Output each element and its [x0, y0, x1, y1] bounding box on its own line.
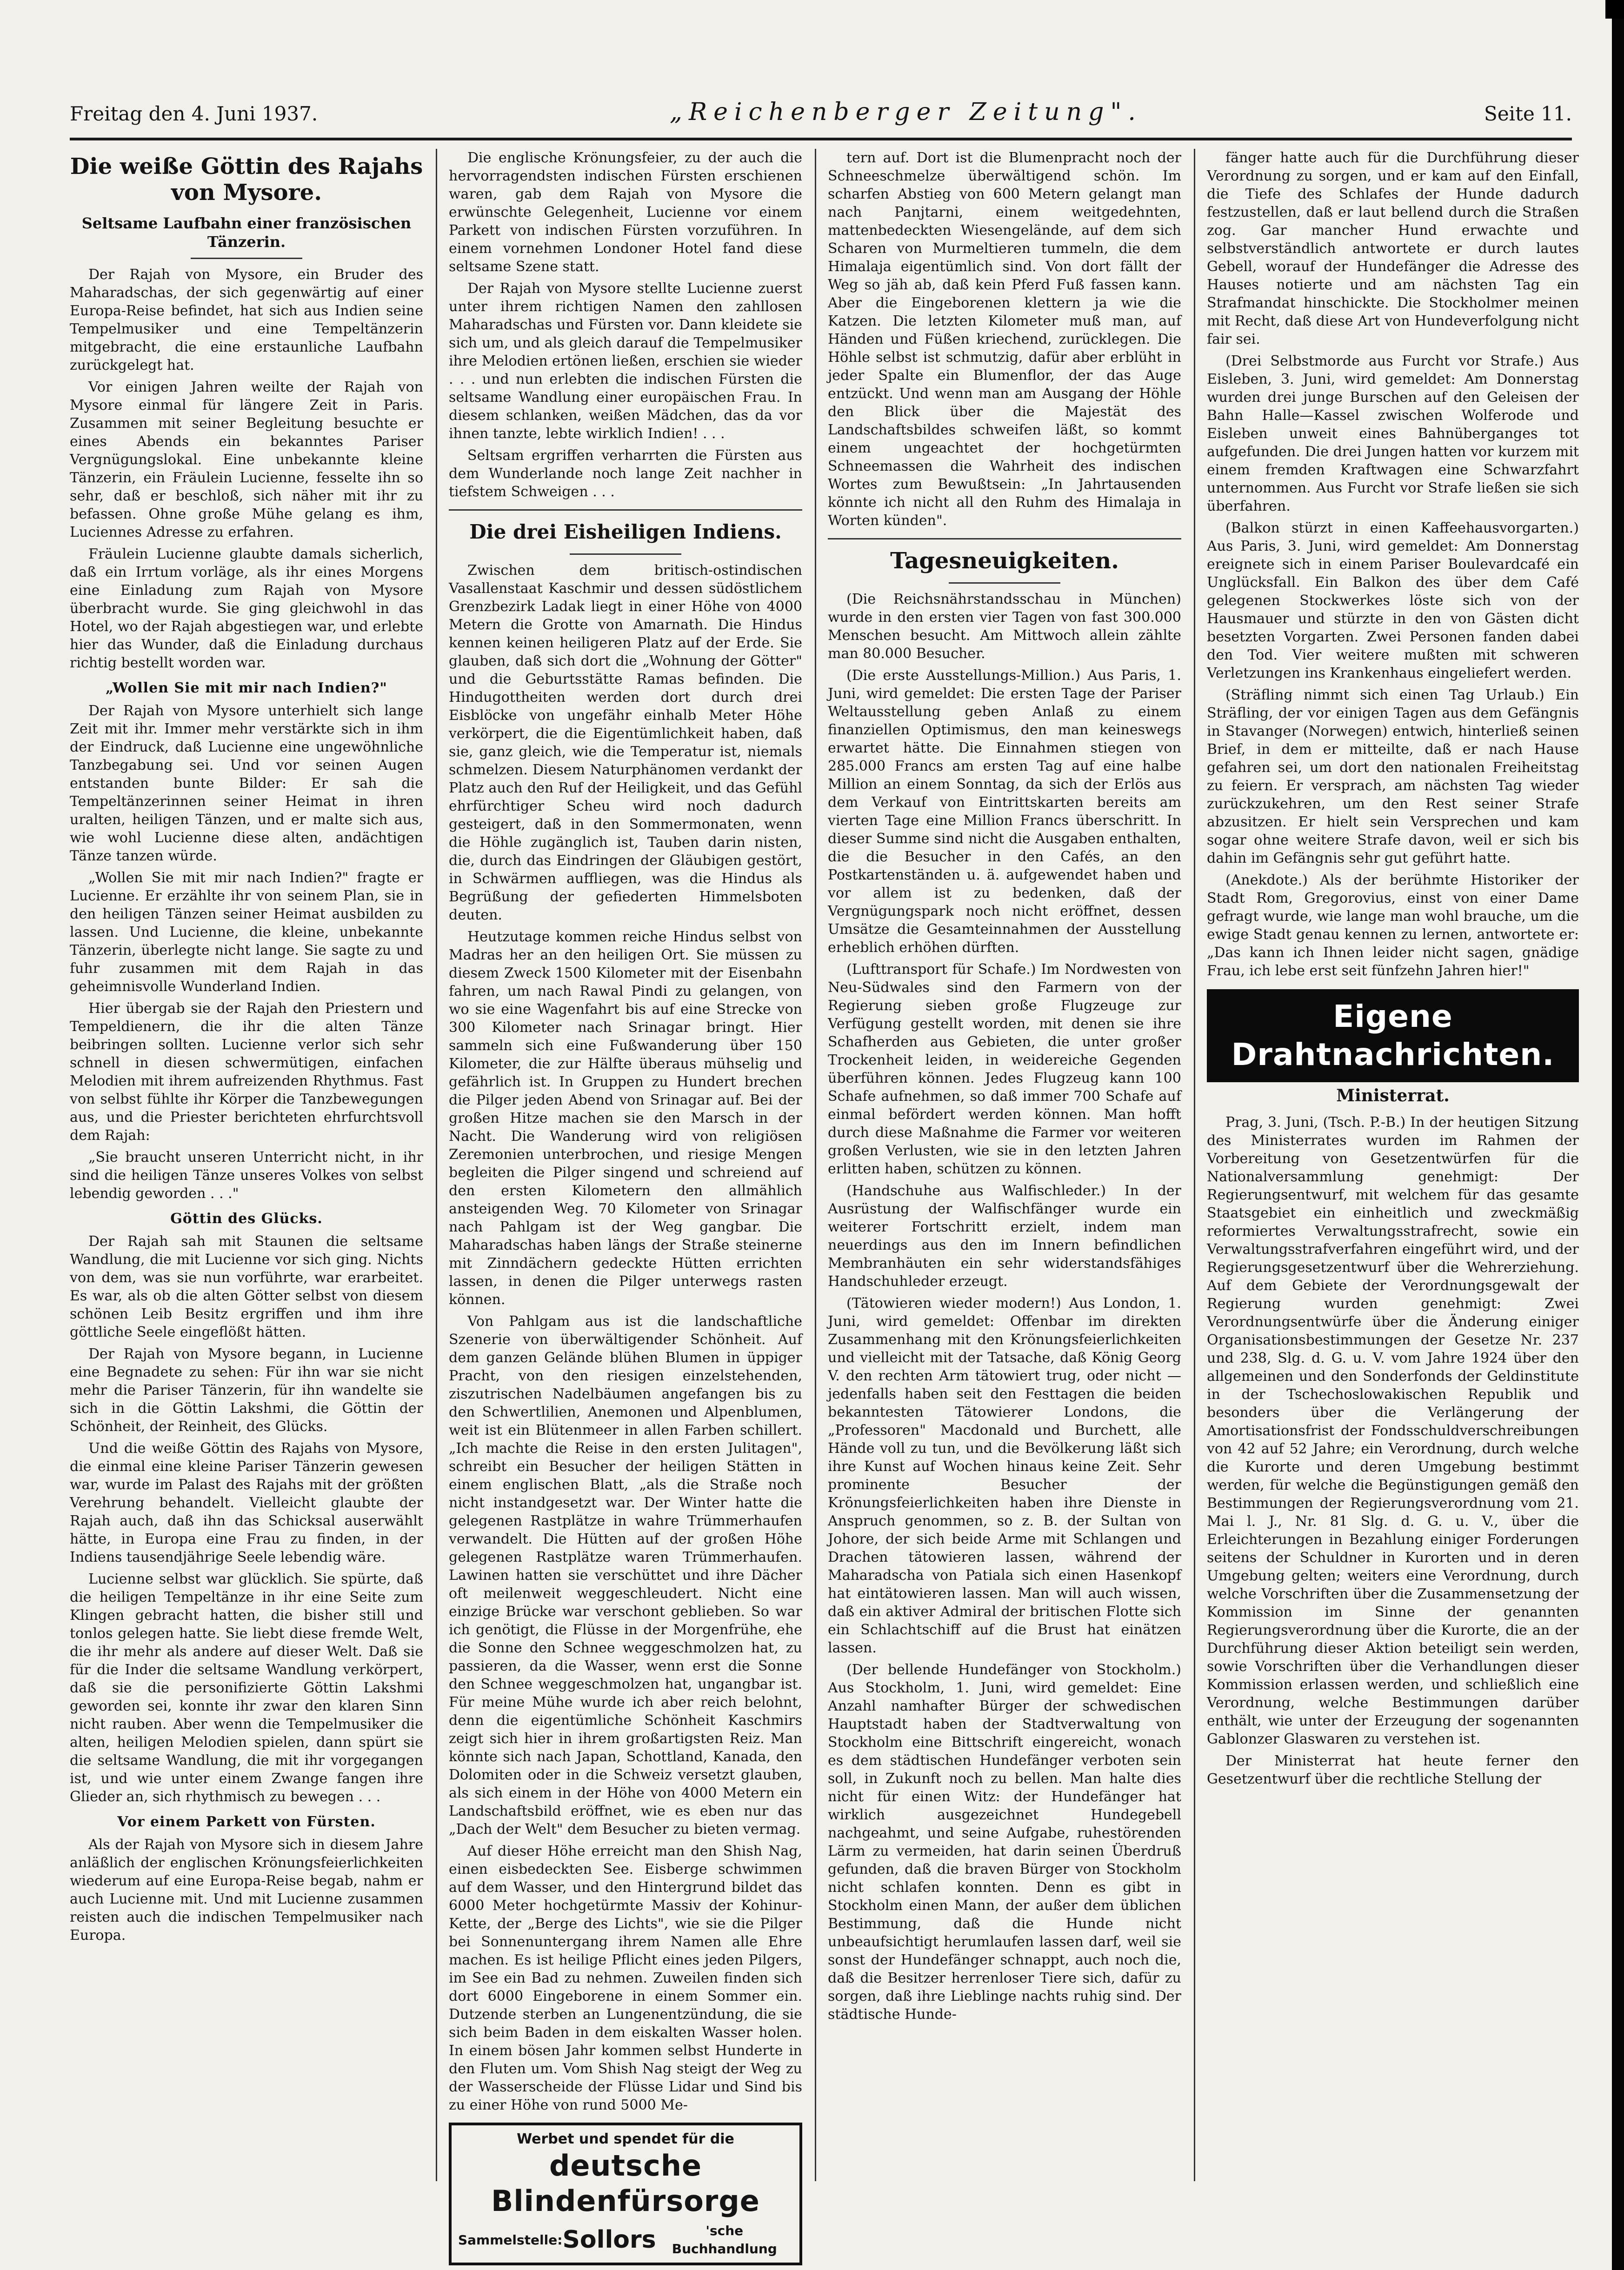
article-title: Die weiße Göttin des Rajahs von Mysore. [70, 153, 423, 206]
paragraph: Der Rajah sah mit Staunen die seltsame Wandlung, die mit Lucienne vor sich ging. Nichts von dem, was sie nun vorführte, war erarbeitet. Es war, als ob die alten Götter selbst von diesem schönen Leib Besitz ergriffen und ihm ihre göttliche Seele eingeflößt hätten. [70, 1233, 423, 1340]
news-item: (Anekdote.) Als der berühmte Historiker der Stadt Rom, Gregorovius, einst von einer Dame gefragt wurde, wie lange man wohl brauche, um die ewige Stadt genau kennen zu lernen, antwortete er: „Das kann ich Ihnen leider nicht sagen, gnädige Frau, ich lebe erst seit fünfzehn Jahren hier!" [1207, 872, 1579, 979]
news-item: Prag, 3. Juni, (Tsch. P.-B.) In der heutigen Sitzung des Ministerrates wurden im Rahmen der Vorbereitung von Gesetzentwürfen für die Nationalversammlung genehmigt: Der Regierungsentwurf, mit welchem für das gesamte Staatsgebiet ein einheitlich und zweckmäßig reformiertes Verwaltungsstrafrecht, sowie ein Verwaltungsstrafverfahren eingeführt wird, und der Regierungsgesetzentwurf über die Wehrerziehung. Auf dem Gebiete der Verordnungsgewalt der Regierung wurden genehmigt: Zwei Verordnungsentwürfe über die Änderung einiger Organisationsbestimmungen der Gesetze Nr. 237 und 238, Slg. d. G. u. V. vom Jahre 1924 über den allgemeinen und den Sonderfonds der Geldinstitute in der Tschechoslowakischen Republik und besonders über die Verlängerung der Amortisationsfrist der Fondsschuldverschreibungen von 42 auf 52 Jahre; ein Verordnung, durch welche die Kurorte und deren Umgebung bestimmt werden, für welche die Begünstigungen gemäß den Bestimmungen der Regierungsverordnung vom 21. Mai l. J., Nr. 81 Slg. d. G. u. V., über die Erleichterungen in Bezahlung einiger Forderungen seitens der Schuldner in Kurorten und in deren Umgebung gelten; weiters eine Verordnung, durch welche Vorschriften über die Zusammensetzung der Kommission im Sinne der genannten Regierungsverordnung über die Kurorte, die an der Durchführung dieser Aktion beteiligt sein werden, sowie Vorschriften über die Verhandlungen dieser Kommission erlassen werden, und schließlich eine Verordnung, welche Bestimmungen darüber enthält, wie unter der Erzeugung der sogenannten Gablonzer Glaswaren zu verstehen ist. [1207, 1114, 1579, 1747]
corner-mark [1605, 0, 1624, 19]
paragraph: Der Rajah von Mysore stellte Lucienne zuerst unter ihrem richtigen Namen den zahllosen Maharadschas und Fürsten vor. Dann kleidete sie sich um, und als gleich darauf die Tempelmusiker ihre Melodien ertönen ließen, erschien sie wieder . . . und nun erlebten die indischen Fürsten die seltsame Wandlung einer europäischen Frau. In diesem schlanken, weißen Mädchen, das da vor ihnen tanzte, lebte wirklich Indien! . . . [449, 280, 802, 442]
news-item: (Der bellende Hundefänger von Stockholm.) Aus Stockholm, 1. Juni, wird gemeldet: Eine Anzahl namhafter Bürger der schwedischen Hauptstadt haben der Stadtverwaltung von Stockholm eine Bittschrift eingereicht, wonach es dem städtischen Hundefänger verboten sein soll, in Zukunft noch zu bellen. Man halte dies nicht für einen Witz: der Hundefänger hat wirklich ausgezeichnet Hundegebell nachgeahmt, und seine Aufgabe, ruhestörenden Lärm zu vermeiden, hat darin seinen Überdruß gefunden, daß die braven Bürger von Stockholm nicht schlafen konnten. Denn es gibt in Stockholm einen Mann, der außer dem üblichen Bestimmung, daß die Hunde nicht unbeaufsichtigt herumlaufen lassen darf, weil sie sonst der Hundefänger schnappt, auch noch die, daß die Besitzer herrenloser Tiere sich, dafür zu sorgen, daß ihre Lieblinge nachts ruhig sind. Der städtische Hunde- [828, 1662, 1181, 2023]
column-rule [436, 149, 437, 2181]
paragraph: Als der Rajah von Mysore sich in diesem Jahre anläßlich der englischen Krönungsfeierlichkeiten wiederum auf eine Europa-Reise begab, nahm er auch Lucienne mit. Und mit Lucienne zusammen reisten auch die indischen Tempelmusiker nach Europa. [70, 1837, 423, 1944]
ad-footer [458, 2222, 793, 2258]
column-1 [70, 149, 423, 2181]
header-rule [70, 138, 1572, 140]
column-2 [449, 149, 802, 2257]
news-item: fänger hatte auch für die Durchführung dieser Verordnung zu sorgen, und er kam auf den Einfall, die Tiefe des Schlafes der Hunde dadurch festzustellen, daß er laut bellend durch die Straßen zog. Gar mancher Hund erwachte und selbstverständlich antwortete er durch lautes Gebell, worauf der Hundefänger die Adresse des Hauses notierte und am nächsten Tag ein Strafmandat hinschickte. Die Stockholmer meinen mit Recht, daß diese Art von Hundeverfolgung nicht fair sei. [1207, 150, 1579, 347]
page-number: Seite 11. [1484, 102, 1572, 125]
page-header [70, 79, 1572, 135]
paragraph: „Sie braucht unseren Unterricht nicht, in ihr sind die heiligen Tänze unseres Volkes von selbst lebendig geworden . . ." [70, 1149, 423, 1202]
paragraph: Vor einigen Jahren weilte der Rajah von Mysore einmal für längere Zeit in Paris. Zusammen mit seiner Begleitung besuchte er eines Abends ein bekanntes Pariser Vergnügungslokal. Eine unbekannte kleine Tänzerin, ein Fräulein Lucienne, fesselte ihn so sehr, daß er beschloß, sich näher mit ihr zu befassen. Ohne große Mühe gelang es ihm, Luciennes Adresse zu erfahren. [70, 379, 423, 540]
paragraph: Zwischen dem britisch-ostindischen Vasallenstaat Kaschmir und dessen südöstlichem Grenzbezirk Ladak liegt in einer Höhe von 4000 Metern die Grotte von Amarnath. Die Hindus kennen keinen heiligeren Platz auf der Erde. Sie glauben, daß sich dort die „Wohnung der Götter" und die Geburtsstätte Ramas befinden. Die Hindugottheiten werden dort durch drei Eisblöcke von ungefähr einhalb Meter Höhe verkörpert, die die Eigentümlichkeit haben, daß sie, ganz gleich, wie die Temperatur ist, niemals schmelzen. Diesem Naturphänomen verdankt der Platz auch den Ruf der Heiligkeit, und das Gefühl ehrfürchtiger Scheu wird noch dadurch gesteigert, daß in den Sommermonaten, wenn die Höhle zugänglich ist, Tauben darin nisten, die, durch das Eindringen der Gläubigen gestört, in Schwärmen auffliegen, was die Hindus als Begrüßung der gefiederten Himmelsboten deuten. [449, 562, 802, 923]
paragraph: Die englische Krönungsfeier, zu der auch die hervorragendsten indischen Fürsten erschienen waren, gab dem Rajah von Mysore die erwünschte Gelegenheit, Lucienne vor einem Parkett von indischen Fürsten vorzuführen. In einem vornehmen Londoner Hotel fand diese seltsame Szene statt. [449, 150, 802, 275]
section-title: Tagesneuigkeiten. [890, 548, 1119, 574]
divider [191, 258, 302, 259]
paragraph: Von Pahlgam aus ist die landschaftliche Szenerie von überwältigender Schönheit. Auf dem ganzen Gelände blühen Blumen in üppiger Pracht, von den riesigen einzelstehenden, ziszutrischen Nadelbäumen angefangen bis zu den Schwertlilien, Anemonen und Alpenblumen, weit ist ein Blütenmeer in allen Farben schillert. „Ich machte die Reise in den ersten Julitagen", schreibt ein Besucher der heiligen Stätten in einem englischen Blatt, „als die Straße noch nicht instandgesetzt war. Der Winter hatte die gelegenen Rastplätze in wahre Trümmerhaufen verwandelt. Die Hütten auf der großen Höhe gelegenen Rastplätze waren Trümmerhaufen. Lawinen hatten sie verschüttet und ihre Dächer oft meilenweit weggeschleudert. Nicht eine einzige Brücke war verschont geblieben. So war ich genötigt, die Flüsse in der Morgenfrühe, ehe die Sonne den Schnee weggeschmolzen hat, zu passieren, da die Wasser, wenn erst die Sonne den Schnee weggeschmolzen hat, ungangbar ist. Für meine Mühe wurde ich aber reich belohnt, denn die eigentümliche Schönheit Kaschmirs zeigt sich hier in ihrem großartigsten Reiz. Man könnte sich nach Japan, Schottland, Kanada, den Dolomiten oder in die Schweiz versetzt glauben, als sich einem in der Höhe von 4000 Metern ein Landschaftsbild eröffnet, wie es eben nur das „Dach der Welt" dem Besucher zu bieten vermag. [449, 1313, 802, 1837]
section-heading: Vor einem Parkett von Fürsten. [117, 1814, 376, 1830]
news-item: (Balkon stürzt in einen Kaffeehausvorgarten.) Aus Paris, 3. Juni, wird gemeldet: Am Donnerstag ereignete sich in einem Pariser Boulevardcafé ein Unglücksfall. Ein Balkon des über dem Café gelegenen Stockwerkes löste sich von der Hausmauer und stürzte in den von Gästen dicht besetzten Vorgarten. Zwei Personen fanden dabei den Tod. Vier weitere mußten mit schweren Verletzungen ins Krankenhaus eingeliefert werden. [1207, 520, 1579, 681]
paragraph: „Wollen Sie mit mir nach Indien?" fragte er Lucienne. Er erzählte ihr von seinem Plan, sie in den heiligen Tänzen seiner Heimat ausbilden zu lassen. Und Lucienne, die kleine, unbekannte Tänzerin, überlegte nicht lange. Sie sagte zu und fuhr zusammen mit dem Rajah in das geheimnisvolle Wunderland Indien. [70, 870, 423, 995]
news-item: Der Ministerrat hat heute ferner den Gesetzentwurf über die rechtliche Stellung der [1207, 1753, 1579, 1787]
news-item: (Die Reichsnährstandsschau in München) wurde in den ersten vier Tagen von fast 300.000 Menschen besucht. Am Mittwoch allein zählte man 80.000 Besucher. [828, 591, 1181, 662]
divider [570, 553, 681, 555]
paragraph: Lucienne selbst war glücklich. Sie spürte, daß die heiligen Tempeltänze in ihr eine Seite zum Klingen gebracht hatten, die bisher still und tonlos gelegen hatte. Sie liebt diese fremde Welt, die ihr mehr als andere auf dieser Welt. Daß sie für die Inder die seltsame Wandlung verkörpert, daß sie die personifizierte Göttin Lakshmi geworden sei, konnte ihr zwar den klaren Sinn nicht rauben. Aber wenn die Tempelmusiker die alten, heiligen Melodien spielen, dann spürt sie die seltsame Wandlung, die mit ihr vorgegangen ist, und wie unter einem Zwange fangen ihre Glieder an, sich rhythmisch zu bewegen . . . [70, 1571, 423, 1805]
paragraph: Seltsam ergriffen verharrten die Fürsten aus dem Wunderlande noch lange Zeit nachher in tiefstem Schweigen . . . [449, 447, 802, 500]
ad-headline: deutsche Blindenfürsorge [491, 2149, 760, 2218]
ad-shop-suffix: 'sche Buchhandlung [672, 2223, 777, 2257]
divider [949, 582, 1060, 584]
paragraph: Der Rajah von Mysore begann, in Lucienne eine Begnadete zu sehen: Für ihn war sie nicht mehr die Pariser Tänzerin, für ihn wandelte sie sich in die Göttin Lakshmi, die Göttin der Schönheit, der Reinheit, des Glücks. [70, 1346, 423, 1435]
section-heading: Göttin des Glücks. [170, 1211, 323, 1227]
news-item: (Lufttransport für Schafe.) Im Nordwesten von Neu-Südwales sind den Farmern von der Regierung sieben große Flugzeuge zur Verfügung gestellt worden, mit denen sie ihre Schafherden aus Gebieten, die unter großer Trockenheit leiden, in weidereiche Gegenden überführen können. Jedes Flugzeug kann 100 Schafe aufnehmen, so daß immer 700 Schafe auf einmal befördert werden können. Man hofft durch diese Maßnahme die Farmer vor weiteren großen Verlusten, wie sie in den letzten Jahren erlitten haben, schützen zu können. [828, 961, 1181, 1177]
paragraph: Und die weiße Göttin des Rajahs von Mysore, die einmal eine kleine Pariser Tänzerin gewesen war, wurde im Palast des Rajahs mit der größten Verehrung behandelt. Vielleicht glaubte der Rajah auch, daß ihn das Schicksal auserwählt hätte, in Europa eine Frau zu finden, in der Indiens tausendjährige Seele lebendig wäre. [70, 1440, 423, 1565]
article-title: Die drei Eisheiligen Indiens. [469, 520, 782, 543]
paragraph: Hier übergab sie der Rajah den Priestern und Tempeldienern, die ihr die alten Tänze beibringen sollten. Lucienne verlor sich sehr schnell in diesen schwermütigen, einfachen Melodien mit ihrem aufreizenden Rhythmus. Fast von selbst fühlte ihr Körper die Tanzbewegungen aus, und die Priester berichteten ehrfurchtsvoll dem Rajah: [70, 1000, 423, 1144]
header-date: Freitag den 4. Juni 1937. [70, 102, 318, 125]
divider [828, 538, 1181, 539]
news-item: (Drei Selbstmorde aus Furcht vor Strafe.) Aus Eisleben, 3. Juni, wird gemeldet: Am Donnerstag wurden drei junge Burschen auf den Geleisen der Bahn Halle—Kassel zwischen Wolferode und Eisleben unweit eines Bahnüberganges tot aufgefunden. Die drei Jungen hatten vor kurzem mit einem fremden Kraftwagen eine Schwarzfahrt unternommen. Aus Furcht vor Strafe ließen sie sich überfahren. [1207, 353, 1579, 514]
news-item: (Handschuhe aus Walfischleder.) In der Ausrüstung der Walfischfänger wurde ein weiterer Fortschritt erzielt, indem man neuerdings aus den im Innern befindlichen Membranhäuten ein sehr widerstandsfähiges Handschuhleder erzeugt. [828, 1183, 1181, 1290]
column-4 [1207, 149, 1579, 2181]
column-rule [815, 149, 816, 2181]
news-item: (Tätowieren wieder modern!) Aus London, 1. Juni, wird gemeldet: Offenbar im direkten Zusammenhang mit den Krönungsfeierlichkeiten und vielleicht mit der Tatsache, daß König Georg V. den rechten Arm tätowiert trug, oder nicht — jedenfalls haben seit den Festtagen die beiden bekanntesten Tätowierer Londons, die „Professoren" Macdonald und Burchett, alle Hände voll zu tun, und die Bevölkerung läßt sich ihre Kunst auf Wochen hinaus keine Zeit. Sehr prominente Besucher der Krönungsfeierlichkeiten haben ihre Dienste in Anspruch genommen, so z. B. der Sultan von Johore, der sich beide Arme mit Schlangen und Drachen tätowieren lassen, während der Maharadscha von Patiala sich einen Hasenkopf hat eintätowieren lassen. Man will auch wissen, daß ein aktiver Admiral der britischen Flotte sich ein Schlachtschiff auf die Brust hat einätzen lassen. [828, 1295, 1181, 1656]
paragraph: Auf dieser Höhe erreicht man den Shish Nag, einen eisbedeckten See. Eisberge schwimmen auf dem Wasser, und den Hintergrund bildet das 6000 Meter hochgetürmte Massiv der Kohinur-Kette, der „Berge des Lichts", wie sie die Pilger bei Sonnenuntergang ihrem Namen alle Ehre machen. Es ist heilige Pflicht eines jeden Pilgers, im See ein Bad zu nehmen. Zuweilen finden sich dort 6000 Eingeborene in einem Sommer ein. Dutzende sterben an Lungenentzündung, die sie sich beim Baden in dem eiskalten Wasser holen. In einem bösen Jahr kommen selbst Hunderte in den Fluten um. Vom Shish Nag steigt der Weg zu der Wasserscheide der Flüsse Lidar und Sind bis zu einer Höhe von rund 5000 Me- [449, 1843, 802, 2113]
paragraph: Fräulein Lucienne glaubte damals sicherlich, daß ein Irrtum vorläge, als ihr eines Morgens eine Einladung zum Rajah von Mysore überbracht wurde. Sie ging gleichwohl in das Hotel, wo der Rajah abgestiegen war, und erlebte hier das Wunder, daß die Einladung durchaus richtig bestellt worden war. [70, 546, 423, 671]
newspaper-name: „Reichenberger Zeitung". [670, 98, 1142, 126]
section-heading: „Wollen Sie mit mir nach Indien?" [106, 680, 387, 696]
article-subtitle: Seltsame Laufbahn einer französischen Tänzerin. [81, 214, 412, 251]
news-item: (Die erste Ausstellungs-Million.) Aus Paris, 1. Juni, wird gemeldet: Die ersten Tage der Pariser Weltausstellung geben Anlaß zu einem finanziellen Optimismus, den man keineswegs erwartet hätte. Die Einnahmen stiegen von 285.000 Francs am ersten Tag auf eine halbe Million an einem Sonntag, da sich der Erlös aus dem Verkauf von Eintrittskarten bereits am vierten Tage eine Million Francs überschritt. In dieser Summe sind nicht die Ausgaben enthalten, die die Besucher in den Cafés, an den Postkartenständen u. ä. aufgewendet haben und vor allem ist zu bedenken, daß der Vergnügungspark noch nicht eröffnet, dessen Umsätze die Gesamteinnahmen der Ausstellung erheblich erhöhen dürften. [828, 667, 1181, 956]
ad-tagline: Werbet und spendet für die [517, 2131, 734, 2147]
news-item: (Sträfling nimmt sich einen Tag Urlaub.) Ein Sträfling, der vor einigen Tagen aus dem Gefängnis in Stavanger (Norwegen) entwich, hinterließ seinen Brief, in dem er mitteilte, daß er nach Hause gefahren sei, um dort den nationalen Freiheitstag zu feiern. Er versprach, am nächsten Tag wieder zurückzukehren, um den Rest seiner Strafe abzusitzen. Er hielt sein Versprechen und kam sogar ohne weitere Strafe davon, weil er sich bis dahin im Gefängnis sehr gut geführt hatte. [1207, 687, 1579, 866]
paragraph: tern auf. Dort ist die Blumenpracht noch der Schneeschmelze überwältigend schön. Im scharfen Abstieg von 600 Metern gelangt man nach Panjtarni, einem weitgedehnten, mattenbedeckten Wiesengelände, auf dem sich Scharen von Murmeltieren tummeln, die dem Himalaja eigentümlich sind. Von dort fällt der Weg so jäh ab, daß kein Pferd Fuß fassen kann. Aber die Eingeborenen klettern ja wie die Katzen. Die letzten Kilometer muß man, auf Händen und Füßen kriechend, zurücklegen. Die Höhle selbst ist schmutzig, dafür aber erblüht in jeder Spalte ein Blumenflor, der das Auge entzückt. Und wenn man am Ausgang der Höhle den Blick über die Majestät des Landschaftsbildes schweifen läßt, so kommt einem ungeachtet der hochgetürmten Schneemassen die Wahrheit des indischen Wortes zum Bewußtsein: „In Jahrtausenden könnte ich nicht all den Ruhm des Himalaja in Worten künden". [828, 150, 1181, 529]
paragraph: Der Rajah von Mysore unterhielt sich lange Zeit mit ihr. Immer mehr verstärkte sich in ihm der Eindruck, daß Lucienne eine ungewöhnliche Tanzbegabung sei. Und vor seinen Augen entstanden bunte Bilder: Er sah die Tempeltänzerinnen seiner Heimat in ihren uralten, heiligen Tänzen, und er malte sich aus, wie wohl Lucienne diese alten, andächtigen Tänze tanzen würde. [70, 703, 423, 864]
advertisement [449, 2123, 802, 2265]
ad-shop-name: Sollors [562, 2225, 656, 2254]
section-subheading: Ministerrat. [1336, 1086, 1450, 1105]
column-rule [1194, 149, 1195, 2181]
ad-collection-label: Sammelstelle: [458, 2232, 563, 2248]
section-banner: Eigene Drahtnachrichten. [1207, 989, 1579, 1082]
divider [449, 509, 802, 511]
column-3 [828, 149, 1181, 2181]
page-edge [1612, 0, 1624, 2270]
paragraph: Der Rajah von Mysore, ein Bruder des Maharadschas, der sich gegenwärtig auf einer Europa-Reise befindet, hat sich aus Indien seine Tempelmusiker und eine Tempeltänzerin mitgebracht, die eine erstaunliche Laufbahn zurückgelegt hat. [70, 266, 423, 373]
paragraph: Heutzutage kommen reiche Hindus selbst von Madras her an den heiligen Ort. Sie müssen zu diesem Zweck 1500 Kilometer mit der Eisenbahn fahren, um nach Rawal Pindi zu gelangen, von wo sie eine Wagenfahrt bis auf eine Strecke von 300 Kilometer nach Srinagar bringt. Hier sammeln sich eine Fußwanderung über 150 Kilometer, die zur Hälfte überaus mühselig und gefährlich ist. In Gruppen zu Hundert brechen die Pilger jeden Abend von Srinagar auf. Bei der großen Hitze machen sie den Marsch in der Nacht. Die Wanderung wird von religiösen Zeremonien unterbrochen, und riesige Mengen begleiten die Pilger singend und schreiend auf den ersten Kilometern den allmählich ansteigenden Weg. 70 Kilometer von Srinagar nach Pahlgam ist der Weg gangbar. Die Maharadschas haben längs der Straße steinerne mit Zinndächern gedeckte Hütten errichten lassen, in denen die Pilger unterwegs rasten können. [449, 929, 802, 1308]
